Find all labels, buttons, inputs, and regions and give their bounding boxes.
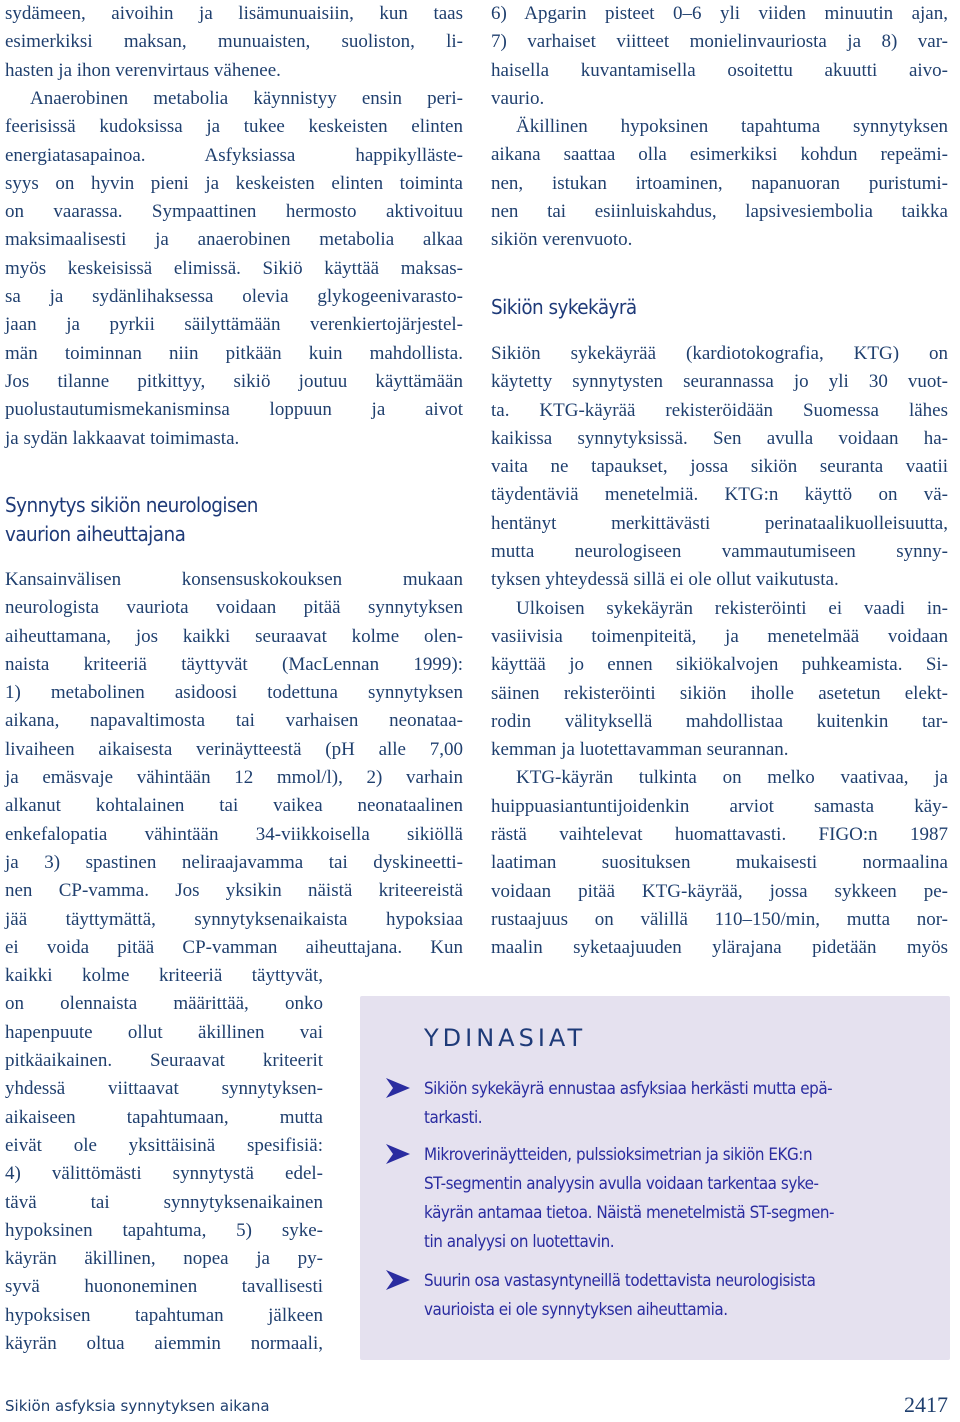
key-point-line: ST-segmentin analyysin avulla voidaan tarkentaa syke- xyxy=(424,1174,819,1193)
text-line: ta. KTG-käyrää rekisteröidään Suomessa lähes xyxy=(491,399,948,421)
text-line: laatiman suosituksen mukaisesti normaalina xyxy=(491,852,948,874)
key-point-line: Mikroverinäytteiden, pulssioksimetrian ja sikiön EKG:n xyxy=(424,1145,813,1164)
text-line: kemman ja luotettavamman seurannan. xyxy=(491,739,789,761)
text-line: nen, istukan irtoaminen, napanuoran puristumi- xyxy=(491,172,948,194)
running-footer-title: Sikiön asfyksia synnytyksen aikana xyxy=(5,1397,270,1415)
text-line: Kansainvälisen konsensuskokouksen mukaan xyxy=(5,569,463,590)
text-line: Anaerobinen metabolia käynnistyy ensin peri- xyxy=(30,88,463,109)
text-line: myös keskeisissä elimissä. Sikiö käyttää maksas- xyxy=(5,257,463,279)
text-line: sa ja sydänlihaksessa olevia glykogeenivarasto- xyxy=(5,286,463,308)
key-point-line: Suurin osa vastasyntyneillä todettavista neurologisista xyxy=(424,1271,816,1290)
text-line: tyksen yhteydessä sillä ei ole ollut vaikutusta. xyxy=(491,569,839,591)
text-line: sydämeen, aivoihin ja lisämunuaisiin, kun taas xyxy=(5,3,463,24)
text-line: tävä tai synnytyksenaikainen xyxy=(5,1191,323,1213)
text-line: mutta neurologiseen vammautumiseen synny- xyxy=(491,541,948,563)
text-line: syys on hyvin pieni ja keskeisten elinten toiminta xyxy=(5,172,463,194)
arrow-bullet-icon xyxy=(386,1078,410,1098)
text-line: nen CP-vamma. Jos yksikin näistä kriteereistä xyxy=(5,880,463,902)
text-line: rästä vaihtelevat huomattavasti. FIGO:n 1987 xyxy=(491,824,948,846)
text-line: maalin syketaajuuden ylärajana pidetään myös xyxy=(491,937,948,959)
text-line: ja sydän lakkaavat toimimasta. xyxy=(5,427,240,449)
paragraph xyxy=(491,113,948,254)
text-line: kaikki kolme kriteeriä täyttyvät, xyxy=(5,965,323,987)
text-line: täydentäviä menetelmiä. KTG:n käyttö on vä- xyxy=(491,484,948,506)
text-line: 4) välittömästi synnytystä edel- xyxy=(5,1163,323,1185)
text-line: eivät ole yksittäisinä spesifisiä: xyxy=(5,1134,323,1156)
text-line: hypoksisen tapahtuman jälkeen xyxy=(5,1304,323,1326)
key-point xyxy=(386,1266,926,1324)
text-line: puolustautumismekanisminsa loppuun ja aivot xyxy=(5,399,463,421)
text-line: aikaiseen tapahtumaan, mutta xyxy=(5,1106,323,1128)
text-line: naista kriteeriä täyttyvät (MacLennan 1999): xyxy=(5,653,463,675)
text-line: 7) varhaiset viitteet monielinvauriosta ja 8) var- xyxy=(491,31,948,53)
page-number: 2417 xyxy=(904,1392,948,1417)
text-line: säinen rekisteröinti sikiön iholle asetetun elekt- xyxy=(491,682,948,704)
text-line: kaikissa synnytyksissä. Sen avulla voidaan ha- xyxy=(491,427,948,449)
text-line: käytetty synnytysten seurannassa jo yli 30 vuot- xyxy=(491,371,948,393)
text-line: ei voida pitää CP-vamman aiheuttajana. Kun xyxy=(5,936,463,958)
text-line: maksimaalisesti ja anaerobinen metabolia alkaa xyxy=(5,229,463,251)
text-line: män toiminnan niin pitkään kuin mahdollista. xyxy=(5,342,463,364)
text-line: 6) Apgarin pisteet 0–6 yli viiden minuutin ajan, xyxy=(491,3,948,24)
paragraph xyxy=(491,0,948,113)
text-line: käyrän oltua aiemmin normaali, xyxy=(5,1333,323,1355)
heading-line: vaurion aiheuttajana xyxy=(5,522,186,546)
text-line: aikana, napavaltimosta tai varhaisen neonataa- xyxy=(5,710,463,732)
text-line: aiheuttamana, jos kaikki seuraavat kolme olen- xyxy=(5,625,463,647)
text-line: ja 3) spastinen neliraajavamma tai dyskineetti- xyxy=(5,851,463,873)
text-line: on olennaista määrittää, onko xyxy=(5,993,323,1015)
text-line: enkefalopatia vähintään 34-viikkoisella sikiöllä xyxy=(5,823,463,845)
text-line: jaan ja pyrkii säilyttämään verenkiertojärjestel- xyxy=(5,314,463,336)
text-line: rodin välityksellä mahdollistaa kuitenkin tar- xyxy=(491,710,948,732)
key-points-box xyxy=(360,996,950,1360)
key-point-line: tin analyysi on luotettavin. xyxy=(424,1232,615,1251)
section-heading: Sikiön sykekäyrä xyxy=(491,295,637,319)
text-line: voidaan pitää KTG-käyrää, jossa sykkeen pe- xyxy=(491,880,948,902)
key-point-line: vaurioista ei ole synnytyksen aiheuttamia. xyxy=(424,1300,728,1319)
text-line: esimerkiksi maksan, munuaisten, suoliston, li- xyxy=(5,31,463,53)
text-line: huippuasiantuntijoidenkin arviot samasta käy- xyxy=(491,795,948,817)
text-line: Sikiön sykekäyrää (kardiotokografia, KTG) on xyxy=(491,343,948,364)
text-line: alkanut kohtalainen tai vaikea neonataalinen xyxy=(5,795,463,817)
text-line: KTG-käyrän tulkinta on melko vaativaa, ja xyxy=(516,767,948,789)
heading-line: Synnytys sikiön neurologisen xyxy=(5,493,258,517)
text-line: yhdessä viittaavat synnytyksen- xyxy=(5,1078,323,1100)
text-line: energiatasapainoa. Asfyksiassa happikylläste- xyxy=(5,144,463,166)
text-line: feerisissä kudoksissa ja tukee keskeisten elinten xyxy=(5,116,463,138)
text-line: syvä huononeminen tavallisesti xyxy=(5,1276,323,1298)
text-line: hasten ja ihon verenvirtaus vähenee. xyxy=(5,59,281,81)
key-point xyxy=(386,1074,926,1132)
key-point-line: Sikiön sykekäyrä ennustaa asfyksiaa herkästi mutta epä- xyxy=(424,1079,833,1098)
text-line: Äkillinen hypoksinen tapahtuma synnytyksen xyxy=(516,116,948,137)
text-line: nen tai esiinluiskahdus, lapsivesiembolia taikka xyxy=(491,200,948,222)
text-line: sikiön verenvuoto. xyxy=(491,229,633,251)
text-line: jää täyttymättä, synnytyksenaikaista hypoksiaa xyxy=(5,908,463,930)
text-line: ja emäsvaje vähintään 12 mmol/l), 2) varhain xyxy=(5,767,463,789)
paragraph xyxy=(5,0,463,85)
text-line: Jos tilanne pitkittyy, sikiö joutuu käyttämään xyxy=(5,370,463,392)
key-point-line: tarkasti. xyxy=(424,1108,483,1127)
paragraph xyxy=(5,85,463,453)
text-line: hentänyt merkittävästi perinataalikuolleisuutta, xyxy=(491,512,948,534)
text-line: vaita ne tapaukset, jossa sikiön seuranta vaatii xyxy=(491,456,948,478)
box-title: YDINASIAT xyxy=(424,1024,587,1052)
arrow-bullet-icon xyxy=(386,1270,410,1290)
text-line: vaurio. xyxy=(491,87,545,109)
text-line: Ulkoisen sykekäyrän rekisteröinti ei vaadi in- xyxy=(516,597,948,619)
text-line: hapenpuute ollut äkillinen vai xyxy=(5,1021,323,1043)
text-line: käyrän äkillinen, nopea ja py- xyxy=(5,1248,323,1270)
paragraph xyxy=(491,340,948,963)
text-line: hypoksinen tapahtuma, 5) syke- xyxy=(5,1219,323,1241)
text-line: neurologista vauriota voidaan pitää synnytyksen xyxy=(5,597,463,619)
text-line: on vaarassa. Sympaattinen hermosto aktivoituu xyxy=(5,201,463,223)
text-line: haisella kuvantamisella osoitettu akuutti aivo- xyxy=(491,59,948,81)
text-line: aikana saattaa olla esimerkiksi kohdun repeämi- xyxy=(491,144,948,166)
text-line: vasiivisia toimenpiteitä, ja menetelmää voidaan xyxy=(491,625,948,647)
key-point xyxy=(386,1140,926,1256)
section-heading xyxy=(5,491,280,549)
text-line: rustaajuus on välillä 110–150/min, mutta nor- xyxy=(491,908,948,930)
text-line: käyttää jo ennen sikiökalvojen puhkeamista. Si- xyxy=(491,654,948,676)
text-line: 1) metabolinen asidoosi todettuna synnytyksen xyxy=(5,682,463,704)
arrow-bullet-icon xyxy=(386,1144,410,1164)
text-line: livaiheen aikaisesta verinäytteestä (pH alle 7,00 xyxy=(5,738,463,760)
key-point-line: käyrän antamaa tietoa. Näistä menetelmistä ST-segmen- xyxy=(424,1203,835,1222)
text-line: pitkäaikainen. Seuraavat kriteerit xyxy=(5,1050,323,1072)
